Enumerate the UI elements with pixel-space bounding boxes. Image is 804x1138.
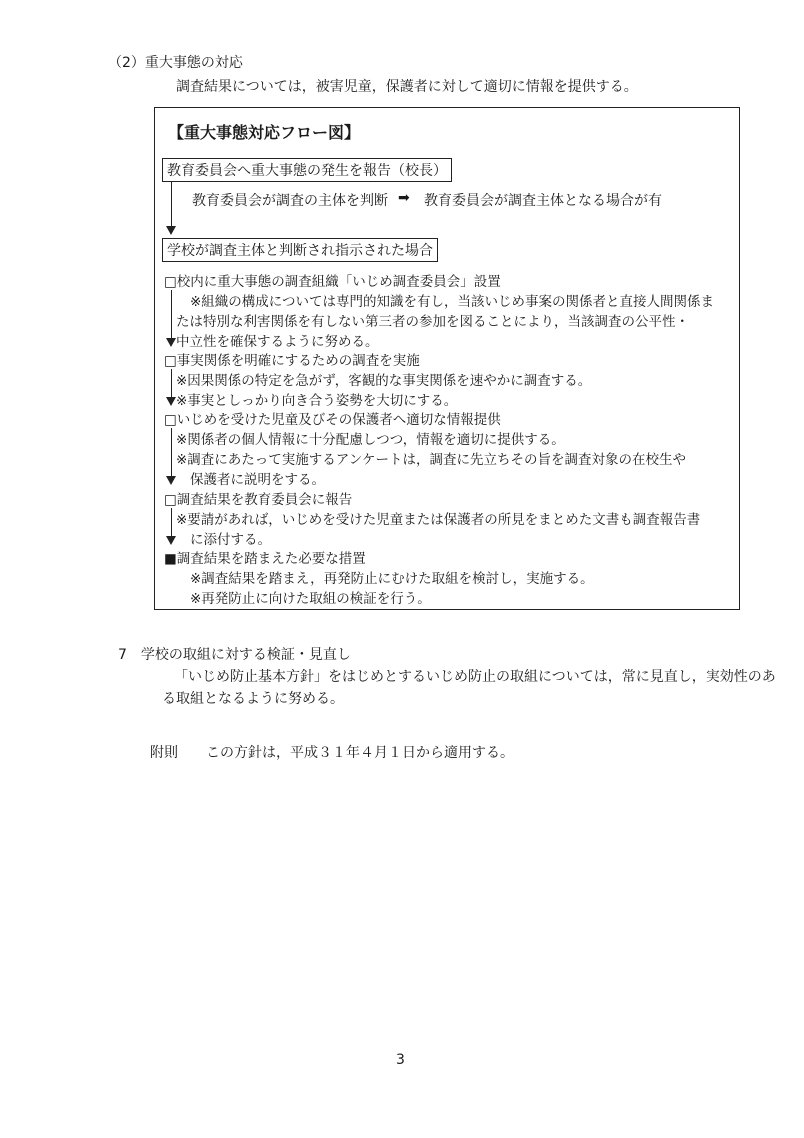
flow-judge: 教育委員会が調査の主体を判断 (192, 193, 388, 209)
flow-arrow-down-icon (166, 536, 176, 545)
flow-arrow-line (171, 182, 172, 228)
flow-step-school: 学校が調査主体と判断され指示された場合 (162, 238, 438, 262)
flow-item-note: ※再発防止に向けた取組の検証を行う。 (190, 591, 431, 607)
section2-heading: （2）重大事態の対応 (108, 55, 243, 71)
flow-step-report: 教育委員会へ重大事態の発生を報告（校長） (162, 158, 452, 182)
flow-item-head: □調査結果を教育委員会に報告 (164, 492, 353, 508)
flow-item-note: ※調査結果を踏まえ，再発防止にむけた取組を検討し，実施する。 (190, 571, 594, 587)
flow-item-note: に添付する。 (190, 532, 271, 548)
supplement-label: 附則 (150, 745, 178, 761)
flow-item-head: □校内に重大事態の調査組織「いじめ調査委員会」設置 (164, 274, 501, 290)
flow-item-note: ※組織の構成については専門的知識を有し，当該いじめ事案の関係者と直接人間関係ま (190, 294, 715, 310)
flow-title: 【重大事態対応フロー図】 (168, 123, 361, 142)
flow-arrow-line (171, 290, 172, 340)
supplement-text: この方針は，平成３１年４月１日から適用する。 (206, 745, 514, 761)
flow-item-note: ※関係者の個人情報に十分配慮しつつ，情報を適切に提供する。 (176, 432, 565, 448)
flow-item-head: □いじめを受けた児童及びその保護者へ適切な情報提供 (164, 412, 501, 428)
flow-item-note: 中立性を確保するように努める。 (176, 334, 379, 350)
flow-item-note: たは特別な利害関係を有しない第三者の参加を図ることにより，当該調査の公平性・ (176, 314, 689, 330)
flow-item-note: ※調査にあたって実施するアンケートは，調査に先立ちその旨を調査対象の在校生や (176, 452, 687, 468)
flow-judge-arrow: ➡ (398, 190, 410, 206)
flow-item-note: ※因果関係の特定を急がず，客観的な事実関係を速やかに調査する。 (176, 373, 592, 389)
flow-arrow-line (171, 369, 172, 399)
section7-line: る取組となるように努める。 (162, 691, 344, 707)
section7-line: 「いじめ防止基本方針」をはじめとするいじめ防止の取組については，常に見直し，実効性のあ (174, 669, 776, 685)
flow-arrow-line (171, 428, 172, 478)
page-number: 3 (396, 1052, 405, 1068)
flow-item-note: ※要請があれば，いじめを受けた児童または保護者の所見をまとめた文書も調査報告書 (176, 512, 701, 528)
flow-arrow-down-icon (166, 338, 176, 347)
flow-item-note: ※事実としっかり向き合う姿勢を大切にする。 (176, 393, 458, 409)
flow-arrow-line (171, 508, 172, 538)
flow-arrow-down-icon (166, 397, 176, 406)
flow-item-note: 保護者に説明をする。 (190, 472, 325, 488)
flow-arrow-down-icon (166, 476, 176, 485)
flow-judge-result: 教育委員会が調査主体となる場合が有 (424, 193, 662, 209)
section7-heading: 7 学校の取組に対する検証・見直し (118, 647, 351, 663)
flow-item-head: ■調査結果を踏まえた必要な措置 (164, 551, 366, 567)
flow-arrow-down-icon (166, 226, 176, 235)
section2-text: 調査結果については，被害児童，保護者に対して適切に情報を提供する。 (176, 79, 638, 95)
flow-item-head: □事実関係を明確にするための調査を実施 (164, 353, 420, 369)
